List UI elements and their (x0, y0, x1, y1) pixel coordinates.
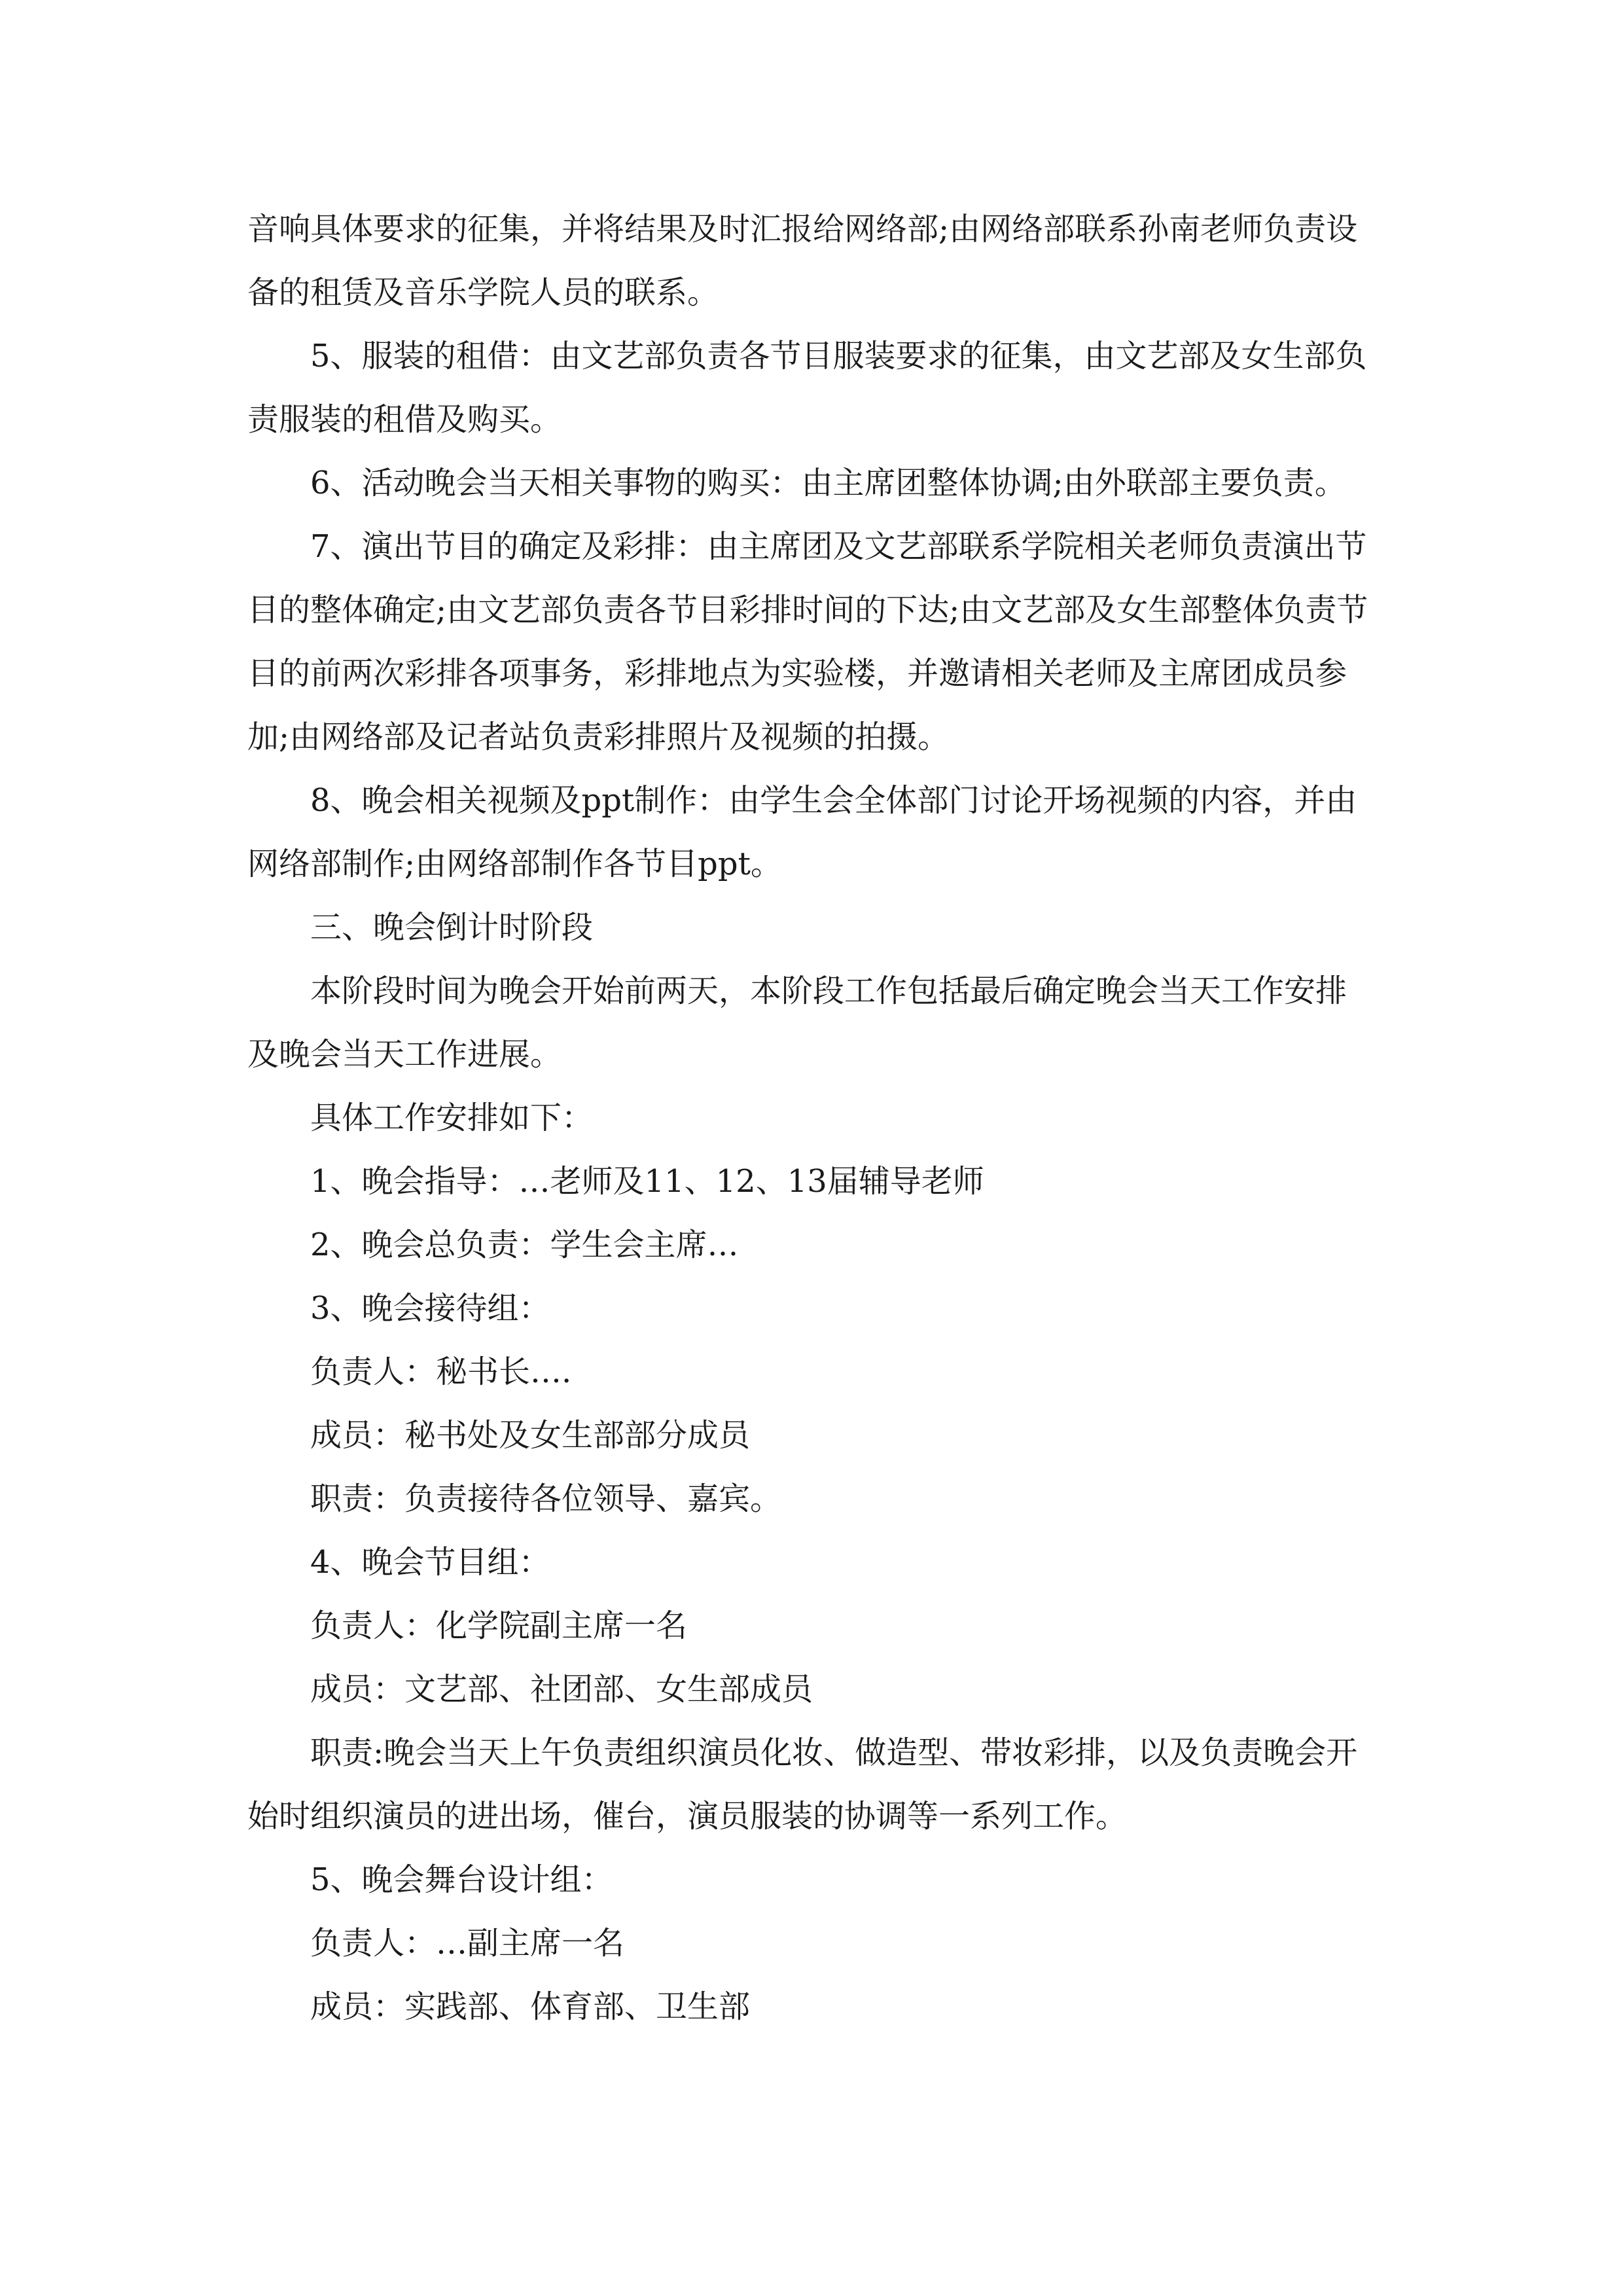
list-item: 5、晚会舞台设计组： (310, 1861, 613, 1898)
list-item: 负责人：…副主席一名 (310, 1925, 625, 1962)
paragraph: 8、晚会相关视频及ppt制作：由学生会全体部门讨论开场视频的内容，并由网络部制作;由网络部制作各节目ppt。 (247, 782, 1357, 882)
paragraph: 职责:晚会当天上午负责组织演员化妆、做造型、带妆彩排，以及负责晚会开始时组织演员的进出场，催台，演员服装的协调等一系列工作。 (247, 1734, 1358, 1835)
list-item: 成员：秘书处及女生部部分成员 (310, 1417, 751, 1454)
paragraph: 本阶段时间为晚会开始前两天，本阶段工作包括最后确定晚会当天工作安排及晚会当天工作进展。 (247, 973, 1347, 1073)
section-heading: 三、晚会倒计时阶段 (310, 909, 594, 946)
list-item: 4、晚会节目组： (310, 1544, 550, 1581)
paragraph: 音响具体要求的征集，并将结果及时汇报给网络部;由网络部联系孙南老师负责设备的租赁及音乐学院人员的联系。 (247, 211, 1358, 311)
document-page (247, 198, 1373, 2039)
paragraph: 7、演出节目的确定及彩排：由主席团及文艺部联系学院相关老师负责演出节目的整体确定;由文艺部负责各节目彩排时间的下达;由文艺部及女生部整体负责节目的前两次彩排各项事务，彩排地点为实验楼，并邀请相关老师及主席团成员参加;由网络部及记者站负责彩排照片及视频的拍摄。 (247, 528, 1368, 755)
list-item: 成员：实践部、体育部、卫生部 (310, 1988, 751, 2025)
paragraph: 5、服装的租借：由文艺部负责各节目服装要求的征集，由文艺部及女生部负责服装的租借及购买。 (247, 338, 1367, 438)
list-item: 2、晚会总负责：学生会主席… (310, 1227, 739, 1263)
list-item: 成员：文艺部、社团部、女生部成员 (310, 1671, 813, 1708)
list-item: 3、晚会接待组： (310, 1290, 550, 1327)
list-item: 职责：负责接待各位领导、嘉宾。 (310, 1480, 782, 1517)
list-item: 负责人：化学院副主席一名 (310, 1607, 688, 1644)
list-item: 1、晚会指导：…老师及11、12、13届辅导老师 (310, 1163, 984, 1200)
list-item: 负责人：秘书长…. (310, 1354, 572, 1390)
paragraph: 具体工作安排如下： (310, 1100, 594, 1136)
paragraph: 6、活动晚会当天相关事物的购买：由主席团整体协调;由外联部主要负责。 (310, 465, 1346, 501)
